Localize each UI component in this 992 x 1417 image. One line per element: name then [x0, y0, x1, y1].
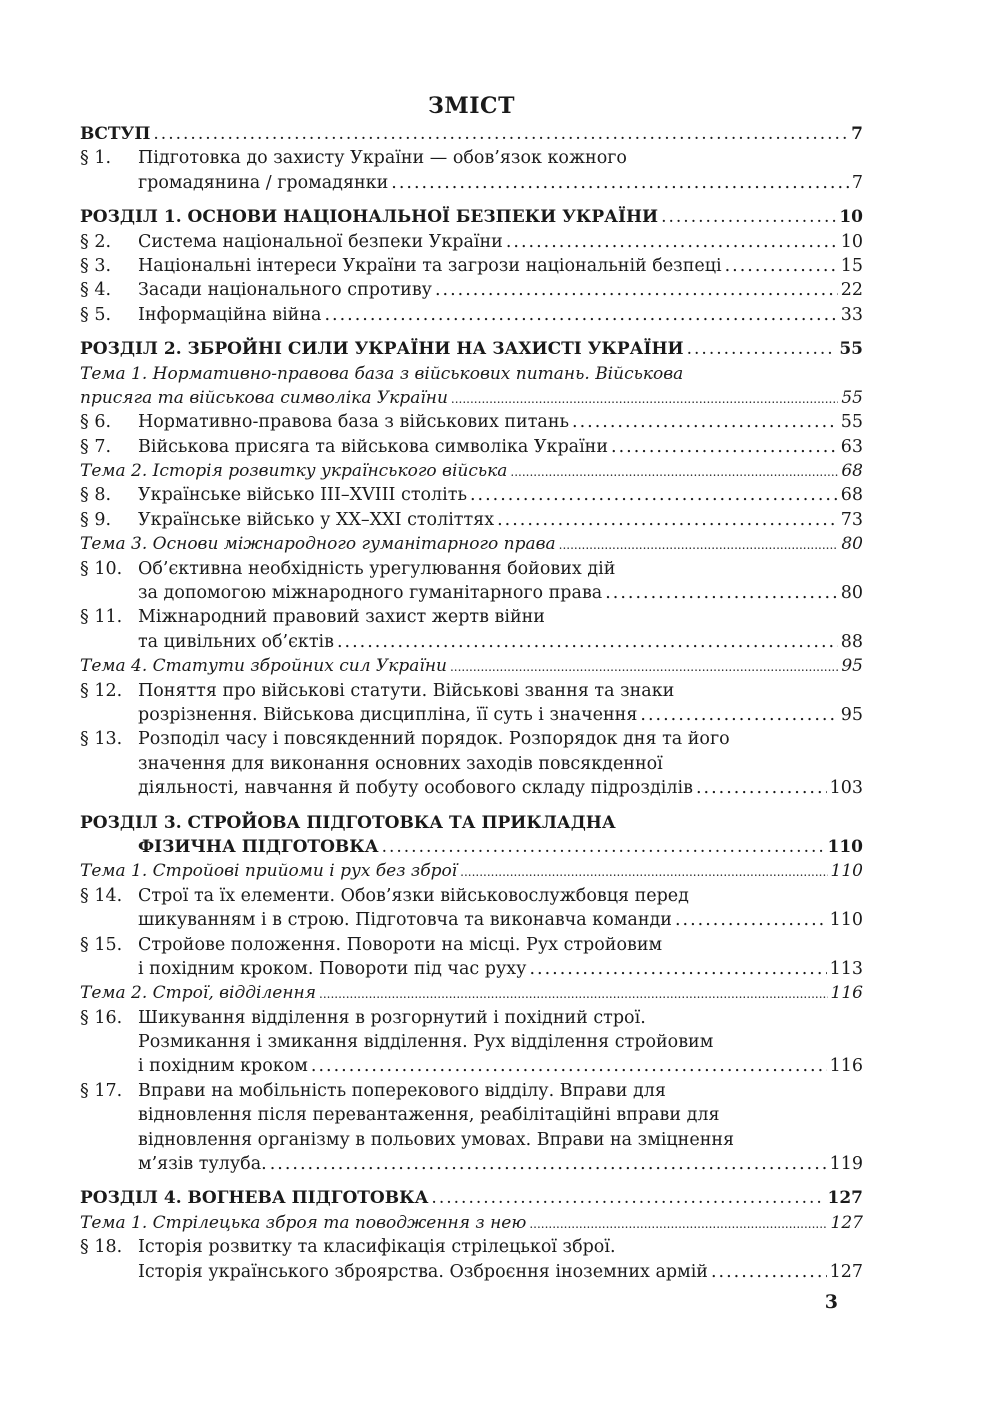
- dot-leader: [506, 230, 838, 254]
- dot-leader: [431, 1186, 824, 1210]
- toc-entry: [80, 933, 863, 957]
- entry-page: 10: [840, 231, 863, 252]
- entry-page: 22: [840, 280, 863, 301]
- toc-entry: [80, 1260, 863, 1284]
- entry-text: значення для виконання основних заходів повсякденної: [138, 753, 663, 774]
- entry-page: 103: [829, 778, 863, 799]
- entry-text: Тема 1. Стройові прийоми і рух без зброї: [80, 861, 458, 882]
- toc-entry: [80, 410, 863, 434]
- toc-entry: [80, 1054, 863, 1078]
- entry-text: діяльності, навчання й побуту особового складу підрозділів: [138, 778, 693, 799]
- dot-leader: [605, 581, 837, 605]
- toc-entry: [80, 1103, 863, 1127]
- entry-page: 113: [829, 958, 863, 979]
- paragraph-number: § 14.: [80, 885, 123, 906]
- dot-leader: [559, 533, 839, 556]
- toc-entry: [80, 278, 863, 302]
- dot-leader: [529, 1212, 827, 1235]
- dot-leader: [311, 1054, 827, 1078]
- entry-page: 95: [840, 704, 863, 725]
- entry-page: 55: [840, 412, 863, 433]
- dot-leader: [687, 337, 837, 361]
- toc-entry: [80, 303, 863, 327]
- entry-text: відновлення організму в польових умовах. Вправи на зміцнення: [138, 1129, 735, 1150]
- entry-text: Тема 2. Строї, відділення: [80, 983, 316, 1004]
- entry-text: Стройове положення. Повороти на місці. Рух стройовим: [138, 934, 663, 955]
- entry-text: Нормативно-правова база з військових питань: [138, 412, 570, 433]
- entry-text: РОЗДІЛ 3. СТРОЙОВА ПІДГОТОВКА ТА ПРИКЛАДНА: [80, 812, 616, 833]
- dot-leader: [153, 122, 848, 146]
- entry-page: 95: [841, 656, 863, 677]
- entry-text: шикуванням і в строю. Підготовча та виконавча команди: [138, 910, 672, 931]
- paragraph-number: § 6.: [80, 412, 112, 433]
- dot-leader: [711, 1260, 827, 1284]
- entry-page: 110: [830, 861, 863, 882]
- entry-text: Розмикання і змикання відділення. Рух відділення стройовим: [138, 1032, 714, 1053]
- entry-text: Система національної безпеки України: [138, 231, 503, 252]
- entry-text: Історія розвитку та класифікація стрілецької зброї.: [138, 1237, 616, 1258]
- toc-entry: [80, 679, 863, 703]
- toc-entry: [80, 386, 863, 410]
- entry-text: за допомогою міжнародного гуманітарного права: [138, 583, 603, 604]
- entry-text: Інформаційна війна: [138, 304, 322, 325]
- entry-text: РОЗДІЛ 1. ОСНОВИ НАЦІОНАЛЬНОЇ БЕЗПЕКИ УКРАЇНИ: [80, 207, 659, 228]
- entry-text: Розподіл часу і повсякденний порядок. Розпорядок дня та його: [138, 729, 730, 750]
- paragraph-number: § 12.: [80, 680, 123, 701]
- dot-leader: [319, 982, 828, 1005]
- paragraph-number: § 2.: [80, 231, 112, 252]
- entry-page: 55: [841, 387, 863, 408]
- entry-page: 127: [829, 1261, 863, 1282]
- entry-text: і похідним кроком. Повороти під час руху: [138, 958, 527, 979]
- dot-leader: [460, 860, 827, 883]
- toc-entry: [80, 230, 863, 254]
- entry-text: Тема 4. Статути збройних сил України: [80, 656, 447, 677]
- paragraph-number: § 8.: [80, 485, 112, 506]
- paragraph-number: § 15.: [80, 934, 123, 955]
- toc-entry: [80, 508, 863, 532]
- dot-leader: [391, 171, 849, 195]
- entry-page: 119: [829, 1154, 863, 1175]
- entry-text: Українське військо у XX–XXI століттях: [138, 509, 495, 530]
- entry-text: Об’єктивна необхідність урегулювання бойових дій: [138, 558, 616, 579]
- entry-text: присяга та військова символіка України: [80, 387, 448, 408]
- entry-text: Поняття про військові статути. Військові звання та знаки: [138, 680, 675, 701]
- paragraph-number: § 17.: [80, 1080, 123, 1101]
- entry-page: 68: [841, 461, 863, 482]
- toc-entry: [80, 1211, 863, 1235]
- page-number: 3: [824, 1291, 838, 1313]
- entry-text: Українське військо ІІІ–XVIII століть: [138, 485, 467, 506]
- toc-entry: [80, 337, 863, 361]
- dot-leader: [696, 776, 827, 800]
- toc-entry: [80, 205, 863, 229]
- entry-text: і похідним кроком: [138, 1056, 308, 1077]
- toc-entry: [80, 581, 863, 605]
- dot-leader: [725, 254, 838, 278]
- toc-entry: [80, 752, 863, 776]
- toc-list: [80, 122, 863, 1284]
- entry-page: 7: [851, 124, 863, 144]
- toc-entry: [80, 654, 863, 678]
- entry-text: громадянина / громадянки: [138, 172, 389, 193]
- dot-leader: [470, 483, 838, 507]
- toc-entry: [80, 1128, 863, 1152]
- entry-page: 15: [840, 255, 863, 276]
- toc-entry: [80, 727, 863, 751]
- entry-text: Національні інтереси України та загрози національній безпеці: [138, 255, 722, 276]
- paragraph-number: § 18.: [80, 1237, 123, 1258]
- dot-leader: [451, 387, 838, 410]
- entry-page: 73: [840, 509, 863, 530]
- paragraph-number: § 11.: [80, 607, 123, 628]
- entry-text: Тема 1. Стрілецька зброя та поводження з нею: [80, 1212, 527, 1233]
- toc-entry: [80, 483, 863, 507]
- dot-leader: [270, 1152, 827, 1176]
- entry-page: 110: [829, 910, 863, 931]
- toc-entry: [80, 146, 863, 170]
- entry-text: Тема 1. Нормативно-правова база з військових питань. Військова: [80, 363, 684, 384]
- toc-entry: [80, 605, 863, 629]
- toc-entry: [80, 630, 863, 654]
- entry-page: 68: [840, 485, 863, 506]
- entry-text: Підготовка до захисту України — обов’язок кожного: [138, 148, 627, 169]
- entry-page: 55: [839, 339, 863, 360]
- toc-entry: [80, 122, 863, 146]
- entry-text: РОЗДІЛ 4. ВОГНЕВА ПІДГОТОВКА: [80, 1188, 429, 1209]
- toc-entry: [80, 362, 863, 386]
- entry-text: Вправи на мобільність поперекового відділу. Вправи для: [138, 1080, 666, 1101]
- entry-text: м’язів тулуба.: [138, 1154, 267, 1175]
- entry-text: Шикування відділення в розгорнутий і похідний строї.: [138, 1007, 646, 1028]
- entry-page: 10: [839, 207, 863, 228]
- toc-entry: [80, 459, 863, 483]
- entry-page: 33: [840, 304, 863, 325]
- entry-page: 110: [827, 836, 863, 857]
- entry-text: ВСТУП: [80, 124, 151, 144]
- entry-page: 7: [851, 172, 863, 193]
- paragraph-number: § 5.: [80, 304, 112, 325]
- entry-page: 80: [840, 583, 863, 604]
- entry-text: Історія українського зброярства. Озброєння іноземних армій: [138, 1261, 708, 1282]
- paragraph-number: § 7.: [80, 436, 112, 457]
- dot-leader: [450, 655, 838, 678]
- toc-entry: [80, 811, 863, 835]
- entry-text: відновлення після перевантаження, реабілітаційні вправи для: [138, 1105, 720, 1126]
- dot-leader: [611, 435, 838, 459]
- entry-text: Тема 3. Основи міжнародного гуманітарного права: [80, 534, 556, 555]
- toc-entry: [80, 835, 863, 859]
- toc-entry: [80, 435, 863, 459]
- entry-text: розрізнення. Військова дисципліна, її суть і значення: [138, 704, 638, 725]
- paragraph-number: § 10.: [80, 558, 123, 579]
- entry-page: 88: [840, 631, 863, 652]
- entry-text: Міжнародний правовий захист жертв війни: [138, 607, 545, 628]
- dot-leader: [497, 508, 838, 532]
- dot-leader: [529, 957, 826, 981]
- dot-leader: [510, 460, 838, 483]
- paragraph-number: § 4.: [80, 280, 112, 301]
- paragraph-number: § 1.: [80, 148, 112, 169]
- entry-text: Засади національного спротиву: [138, 280, 432, 301]
- dot-leader: [337, 630, 838, 654]
- paragraph-number: § 16.: [80, 1007, 123, 1028]
- dot-leader: [324, 303, 837, 327]
- dot-leader: [382, 835, 825, 859]
- toc-entry: [80, 776, 863, 800]
- toc-entry: [80, 171, 863, 195]
- entry-text: Тема 2. Історія розвитку українського війська: [80, 461, 508, 482]
- entry-page: 80: [841, 534, 863, 555]
- toc-entry: [80, 859, 863, 883]
- entry-page: 116: [829, 1056, 863, 1077]
- entry-text: РОЗДІЛ 2. ЗБРОЙНІ СИЛИ УКРАЇНИ НА ЗАХИСТІ УКРАЇНИ: [80, 339, 684, 360]
- entry-text: Військова присяга та військова символіка України: [138, 436, 609, 457]
- toc-entry: [80, 981, 863, 1005]
- entry-page: 127: [830, 1212, 863, 1233]
- toc-entry: [80, 1006, 863, 1030]
- entry-text: та цивільних об’єктів: [138, 631, 334, 652]
- entry-page: 116: [830, 983, 863, 1004]
- toc-entry: [80, 908, 863, 932]
- dot-leader: [675, 908, 827, 932]
- toc-entry: [80, 532, 863, 556]
- toc-entry: [80, 1030, 863, 1054]
- entry-page: 63: [840, 436, 863, 457]
- page-title: ЗМІСТ: [428, 93, 515, 119]
- paragraph-number: § 9.: [80, 509, 112, 530]
- toc-entry: [80, 1152, 863, 1176]
- toc-entry: [80, 254, 863, 278]
- toc-entry: [80, 557, 863, 581]
- toc-entry: [80, 884, 863, 908]
- paragraph-number: § 13.: [80, 729, 123, 750]
- toc-entry: [80, 703, 863, 727]
- dot-leader: [572, 410, 838, 434]
- toc-entry: [80, 957, 863, 981]
- entry-text: ФІЗИЧНА ПІДГОТОВКА: [138, 836, 379, 857]
- dot-leader: [435, 278, 838, 302]
- toc-entry: [80, 1079, 863, 1103]
- toc-entry: [80, 1186, 863, 1210]
- entry-page: 127: [827, 1188, 863, 1209]
- entry-text: Строї та їх елементи. Обов’язки військовослужбовця перед: [138, 885, 689, 906]
- dot-leader: [640, 703, 837, 727]
- dot-leader: [661, 205, 836, 229]
- table-of-contents: [80, 90, 863, 1284]
- paragraph-number: § 3.: [80, 255, 112, 276]
- toc-entry: [80, 1235, 863, 1259]
